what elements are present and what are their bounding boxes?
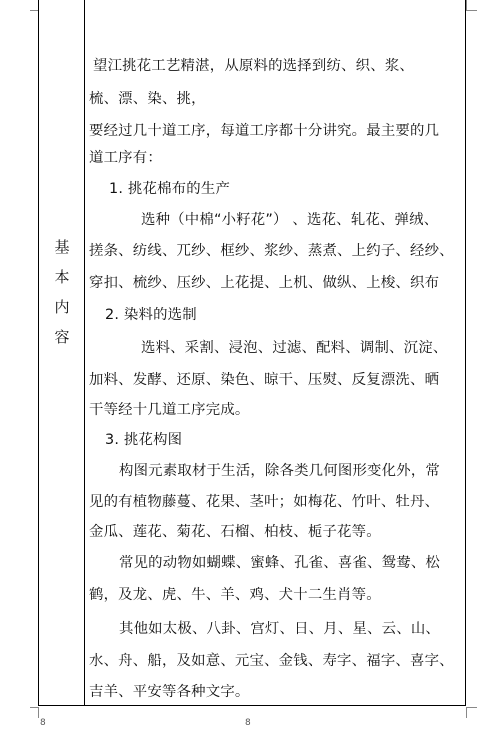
page-corner-mark bbox=[466, 707, 477, 718]
page-number-center: 8 bbox=[245, 718, 251, 728]
paragraph-line: 水、舟、船，及如意、元宝、金钱、寿字、福字、喜字、 bbox=[89, 653, 454, 669]
row-label-char: 内 bbox=[54, 298, 70, 316]
paragraph-line: 加料、发酵、还原、染色、晾干、压熨、反复漂洗、晒 bbox=[89, 372, 440, 388]
paragraph-line: 选种（中棉“小籽花”） 、选花、轧花、弹绒、 bbox=[141, 212, 439, 228]
label-column bbox=[39, 0, 85, 705]
paragraph-line: 选料、采割、浸泡、过滤、配料、调制、沉淀、 bbox=[141, 340, 448, 356]
page-corner-mark bbox=[30, 707, 39, 718]
paragraph-line: 见的有植物藤蔓、花果、茎叶；如梅花、竹叶、牡丹、 bbox=[89, 494, 440, 510]
content-table bbox=[38, 0, 466, 706]
paragraph-line: 构图元素取材于生活，除各类几何图形变化外，常 bbox=[119, 463, 440, 479]
paragraph-line: 常见的动物如蝴蝶、蜜蜂、孔雀、喜雀、鸳鸯、松 bbox=[119, 555, 440, 571]
row-label-char: 容 bbox=[54, 328, 70, 346]
paragraph-line: 梳、漂、染、挑， bbox=[89, 91, 206, 107]
row-label-char: 基 bbox=[54, 238, 70, 256]
paragraph-line: 搓条、纺线、兀纱、框纱、浆纱、蒸煮、上约子、经纱、 bbox=[89, 243, 454, 259]
paragraph-line: 穿扣、梳纱、压纱、上花提、上机、做纵、上梭、织布 bbox=[89, 275, 440, 291]
list-heading: 2. 染料的选制 bbox=[105, 307, 197, 323]
paragraph-line: 道工序有： bbox=[89, 150, 162, 166]
page-corner-mark bbox=[466, 0, 477, 11]
paragraph-line: 鹤，及龙、虎、牛、羊、鸡、犬十二生肖等。 bbox=[89, 587, 381, 603]
paragraph-line: 望江挑花工艺精湛，从原料的选择到纺、织、浆、 bbox=[93, 58, 414, 74]
content-cell[interactable] bbox=[85, 0, 465, 705]
page-number-left: 8 bbox=[40, 718, 46, 728]
paragraph-line: 干等经十几道工序完成。 bbox=[89, 402, 250, 418]
paragraph-line: 吉羊、平安等各种文字。 bbox=[89, 684, 250, 700]
paragraph-line: 金瓜、莲花、菊花、石榴、柏枝、栀子花等。 bbox=[89, 524, 381, 540]
row-label-char: 本 bbox=[54, 268, 70, 286]
paragraph-line: 要经过几十道工序，每道工序都十分讲究。最主要的几 bbox=[89, 123, 440, 139]
row-label bbox=[39, 232, 85, 352]
list-heading: 1. 挑花棉布的生产 bbox=[109, 181, 231, 197]
paragraph-line: 其他如太极、八卦、宫灯、日、月、星、云、山、 bbox=[119, 621, 440, 637]
list-heading: 3. 挑花构图 bbox=[105, 432, 183, 448]
